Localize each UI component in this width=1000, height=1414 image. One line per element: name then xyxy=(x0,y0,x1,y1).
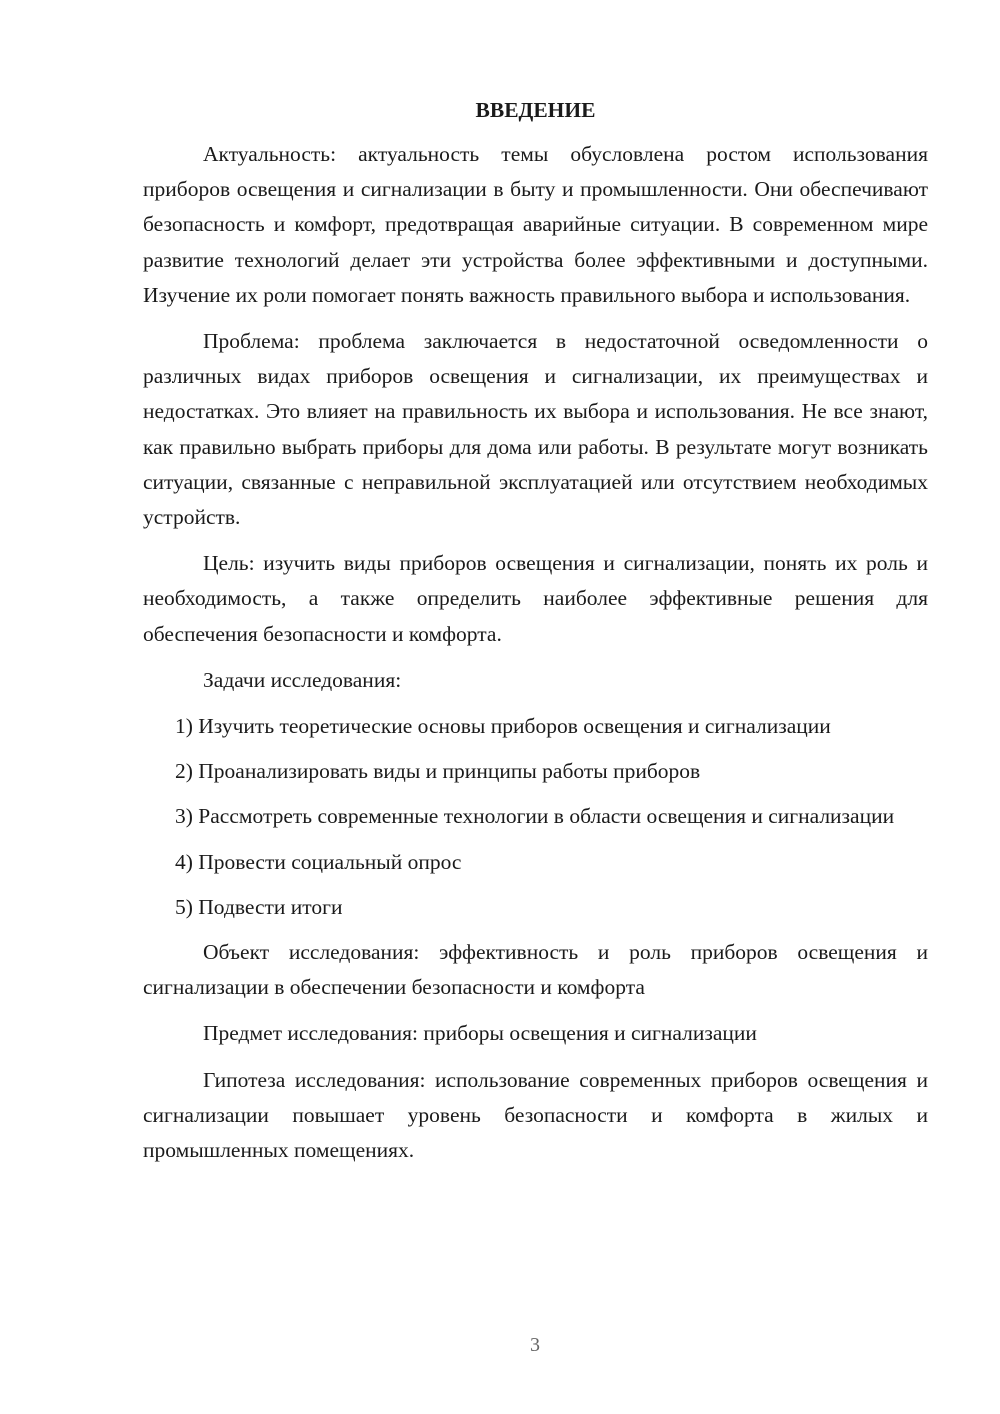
task-item: 1) Изучить теоретические основы приборов освещения и сигнализации xyxy=(175,714,831,739)
task-item: 3) Рассмотреть современные технологии в области освещения и сигнализации xyxy=(175,804,895,829)
task-item: 4) Провести социальный опрос xyxy=(175,849,462,874)
object-paragraph: Объект исследования: эффективность и роль приборов освещения и сигнализации в обеспечении безопасности и комфорта xyxy=(143,940,928,1000)
tasks-list xyxy=(143,709,928,925)
task-item: 2) Проанализировать виды и принципы работы приборов xyxy=(175,759,701,784)
hypothesis-paragraph: Гипотеза исследования: использование современных приборов освещения и сигнализации повышает уровень безопасности и комфорта в жилых и промышленных помещениях. xyxy=(143,1067,928,1163)
relevance-paragraph: Актуальность: актуальность темы обусловлена ростом использования приборов освещения и сигнализации в быту и промышленности. Они обеспечивают безопасность и комфорт, предотвращая аварийные ситуации. В современном мире развитие технологий делает эти устройства более эффективными и доступными. Изучение их роли помогает понять важность правильного выбора и использования. xyxy=(143,142,928,307)
document-page xyxy=(143,94,928,1179)
page-number: 3 xyxy=(530,1334,540,1356)
tasks-heading: Задачи исследования: xyxy=(203,667,402,692)
subject-paragraph: Предмет исследования: приборы освещения и сигнализации xyxy=(203,1021,757,1046)
problem-paragraph: Проблема: проблема заключается в недостаточной осведомленности о различных видах приборов освещения и сигнализации, их преимуществах и недостатках. Это влияет на правильность их выбора и использования. Не все знают, как правильно выбрать приборы для дома или работы. В результате могут возникать ситуации, связанные с неправильной эксплуатацией или отсутствием необходимых устройств. xyxy=(143,329,928,530)
goal-paragraph: Цель: изучить виды приборов освещения и сигнализации, понять их роль и необходимость, а также определить наиболее эффективные решения для обеспечения безопасности и комфорта. xyxy=(143,551,928,646)
task-item: 5) Подвести итоги xyxy=(175,894,343,919)
page-title: ВВЕДЕНИЕ xyxy=(475,98,596,122)
